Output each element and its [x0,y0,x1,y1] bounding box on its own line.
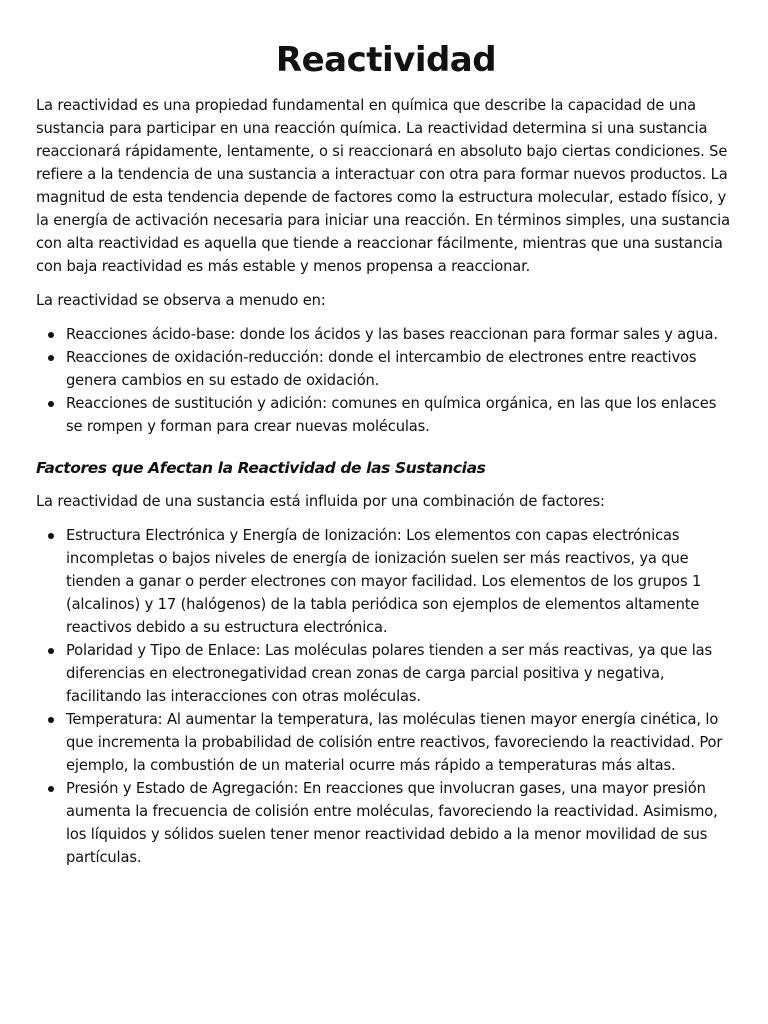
list-item [66,392,736,438]
bullet-icon [48,355,54,361]
factors-intro: La reactividad de una sustancia está influida por una combinación de factores: [36,493,605,510]
list-item-text: Polaridad y Tipo de Enlace: Las moléculas polares tienden a ser más reactivas, ya que las diferencias en electronegatividad crean zonas de carga parcial positiva y negativa, facilitando las interacciones con otras moléculas. [66,642,713,705]
bullet-icon [48,533,54,539]
bullet-icon [48,401,54,407]
list-item-text: Presión y Estado de Agregación: En reacciones que involucran gases, una mayor presión aumenta la frecuencia de colisión entre moléculas, favoreciendo la reactividad. Asimismo, los líquidos y sólidos suelen tener menor reactividad debido a la menor movilidad de sus partículas. [66,780,718,866]
section-heading: Factores que Afectan la Reactividad de las Sustancias [36,459,486,477]
bullet-icon [48,332,54,338]
list-item [66,708,736,777]
list-item [66,639,736,708]
list-item [66,323,736,346]
list-item [66,777,736,869]
bullet-icon [48,786,54,792]
intro-paragraph: La reactividad es una propiedad fundamental en química que describe la capacidad de una sustancia para participar en una reacción química. La reactividad determina si una sustancia reaccionará rápidamente, lentamente, o si reaccionará en absoluto bajo ciertas condiciones. Se refiere a la tendencia de una sustancia a interactuar con otra para formar nuevos productos. La magnitud de esta tendencia depende de factores como la estructura molecular, estado físico, y la energía de activación necesaria para iniciar una reacción. En términos simples, una sustancia con alta reactividad es aquella que tiende a reaccionar fácilmente, mientras que una sustancia con baja reactividad es más estable y menos propensa a reaccionar. [36,97,730,275]
document-page [36,36,736,881]
list-item-text: Estructura Electrónica y Energía de Ionización: Los elementos con capas electrónicas incompletas o bajos niveles de energía de ionización suelen ser más reactivos, ya que tienden a ganar o perder electrones con mayor facilidad. Los elementos de los grupos 1 (alcalinos) y 17 (halógenos) de la tabla periódica son ejemplos de elementos altamente reactivos debido a su estructura electrónica. [66,527,702,636]
observed-list [36,323,736,438]
list-item-text: Reacciones ácido-base: donde los ácidos y las bases reaccionan para formar sales y agua. [66,326,718,343]
list-item [66,524,736,639]
list-item-text: Reacciones de oxidación-reducción: donde el intercambio de electrones entre reactivos genera cambios en su estado de oxidación. [66,349,697,389]
list-item-text: Reacciones de sustitución y adición: comunes en química orgánica, en las que los enlaces se rompen y forman para crear nuevas moléculas. [66,395,717,435]
page-title: Reactividad [275,40,497,80]
list-item-text: Temperatura: Al aumentar la temperatura, las moléculas tienen mayor energía cinética, lo que incrementa la probabilidad de colisión entre reactivos, favoreciendo la reactividad. Por ejemplo, la combustión de un material ocurre más rápido a temperaturas más altas. [66,711,723,774]
bullet-icon [48,648,54,654]
observed-intro: La reactividad se observa a menudo en: [36,292,326,309]
list-item [66,346,736,392]
factors-list [36,524,736,869]
bullet-icon [48,717,54,723]
